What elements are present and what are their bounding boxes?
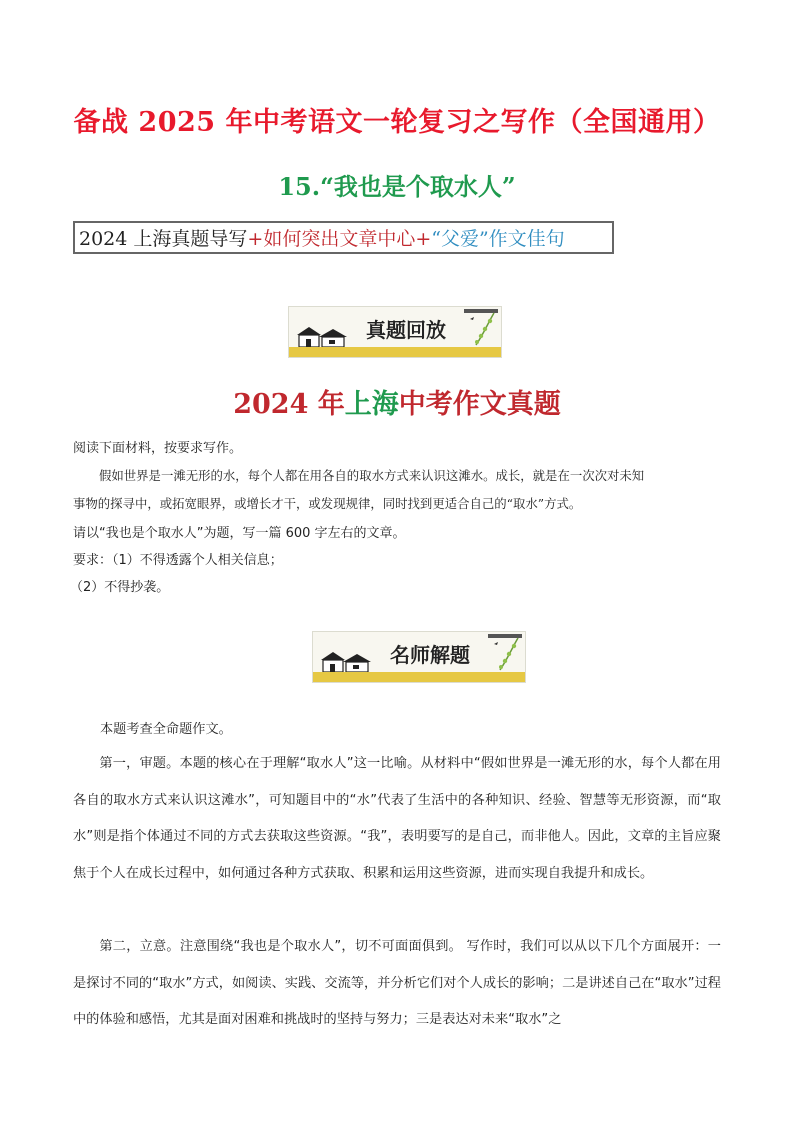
requirement-1: 要求：（1）不得透露个人相关信息； bbox=[73, 553, 283, 568]
banner-ground bbox=[313, 672, 525, 682]
exam-place: 上海 bbox=[344, 389, 399, 420]
document-title: 备战 2025 年中考语文一轮复习之写作（全国通用） bbox=[73, 107, 721, 138]
topic-part-sentences: “父爱”作文佳句 bbox=[431, 228, 565, 250]
exam-title bbox=[0, 382, 794, 421]
section-banner-teacher-analysis bbox=[312, 631, 526, 683]
village-house-icon bbox=[295, 323, 357, 349]
willow-branch-icon bbox=[488, 634, 522, 674]
essay-subtitle: 15.“我也是个取水人” bbox=[278, 172, 516, 201]
analysis-paragraph-1: 第一，审题。本题的核心在于理解“取水人”这一比喻。从材料中“假如世界是一滩无形的水，每个人都在用各自的取水方式来认识这滩水”，可知题目中的“水”代表了生活中的各种知识、经验、智慧等无形资源，而“取水”则是指个体通过不同的方式去获取这些资源。“我”，表明要写的是自己，而非他人。因此，文章的主旨应聚焦于个人在成长过程中，如何通过各种方式获取、积累和运用这些资源，进而实现自我提升和成长。 bbox=[73, 756, 721, 881]
topic-part-exam: 2024 上海真题导写 bbox=[79, 228, 248, 250]
analysis-intro: 本题考查全命题作文。 bbox=[100, 722, 232, 737]
section-banner-exam-review bbox=[288, 306, 502, 358]
willow-branch-icon bbox=[464, 309, 498, 349]
instruction-text: 阅读下面材料，按要求写作。 bbox=[73, 441, 243, 456]
topic-box bbox=[73, 221, 614, 254]
topic-part-method: +如何突出文章中心+ bbox=[247, 228, 432, 250]
exam-year: 2024 年 bbox=[233, 389, 345, 420]
requirement-2: （2）不得抄袭。 bbox=[70, 580, 170, 595]
analysis-paragraph-2: 第二，立意。注意围绕“我也是个取水人”，切不可面面俱到。 写作时，我们可以从以下几个方面展开：一是探讨不同的“取水”方式，如阅读、实践、交流等，并分析它们对个人成长的影响；二是讲述自己在“取水”过程中的体验和感悟，尤其是面对困难和挑战时的坚持与努力；三是表达对未来“取水”之 bbox=[73, 939, 721, 1027]
material-line-1: 假如世界是一滩无形的水，每个人都在用各自的取水方式来认识这滩水。成长，就是在一次次对未知 bbox=[99, 468, 645, 483]
exam-title-rest: 中考作文真题 bbox=[398, 389, 561, 420]
essay-prompt: 请以“我也是个取水人”为题，写一篇 600 字左右的文章。 bbox=[73, 526, 406, 541]
banner-label: 真题回放 bbox=[366, 318, 446, 342]
banner-label: 名师解题 bbox=[390, 643, 470, 667]
village-house-icon bbox=[319, 648, 381, 674]
banner-ground bbox=[289, 347, 501, 357]
material-line-2: 事物的探寻中，或拓宽眼界，或增长才干，或发现规律，同时找到更适合自己的“取水”方式。 bbox=[73, 496, 582, 511]
